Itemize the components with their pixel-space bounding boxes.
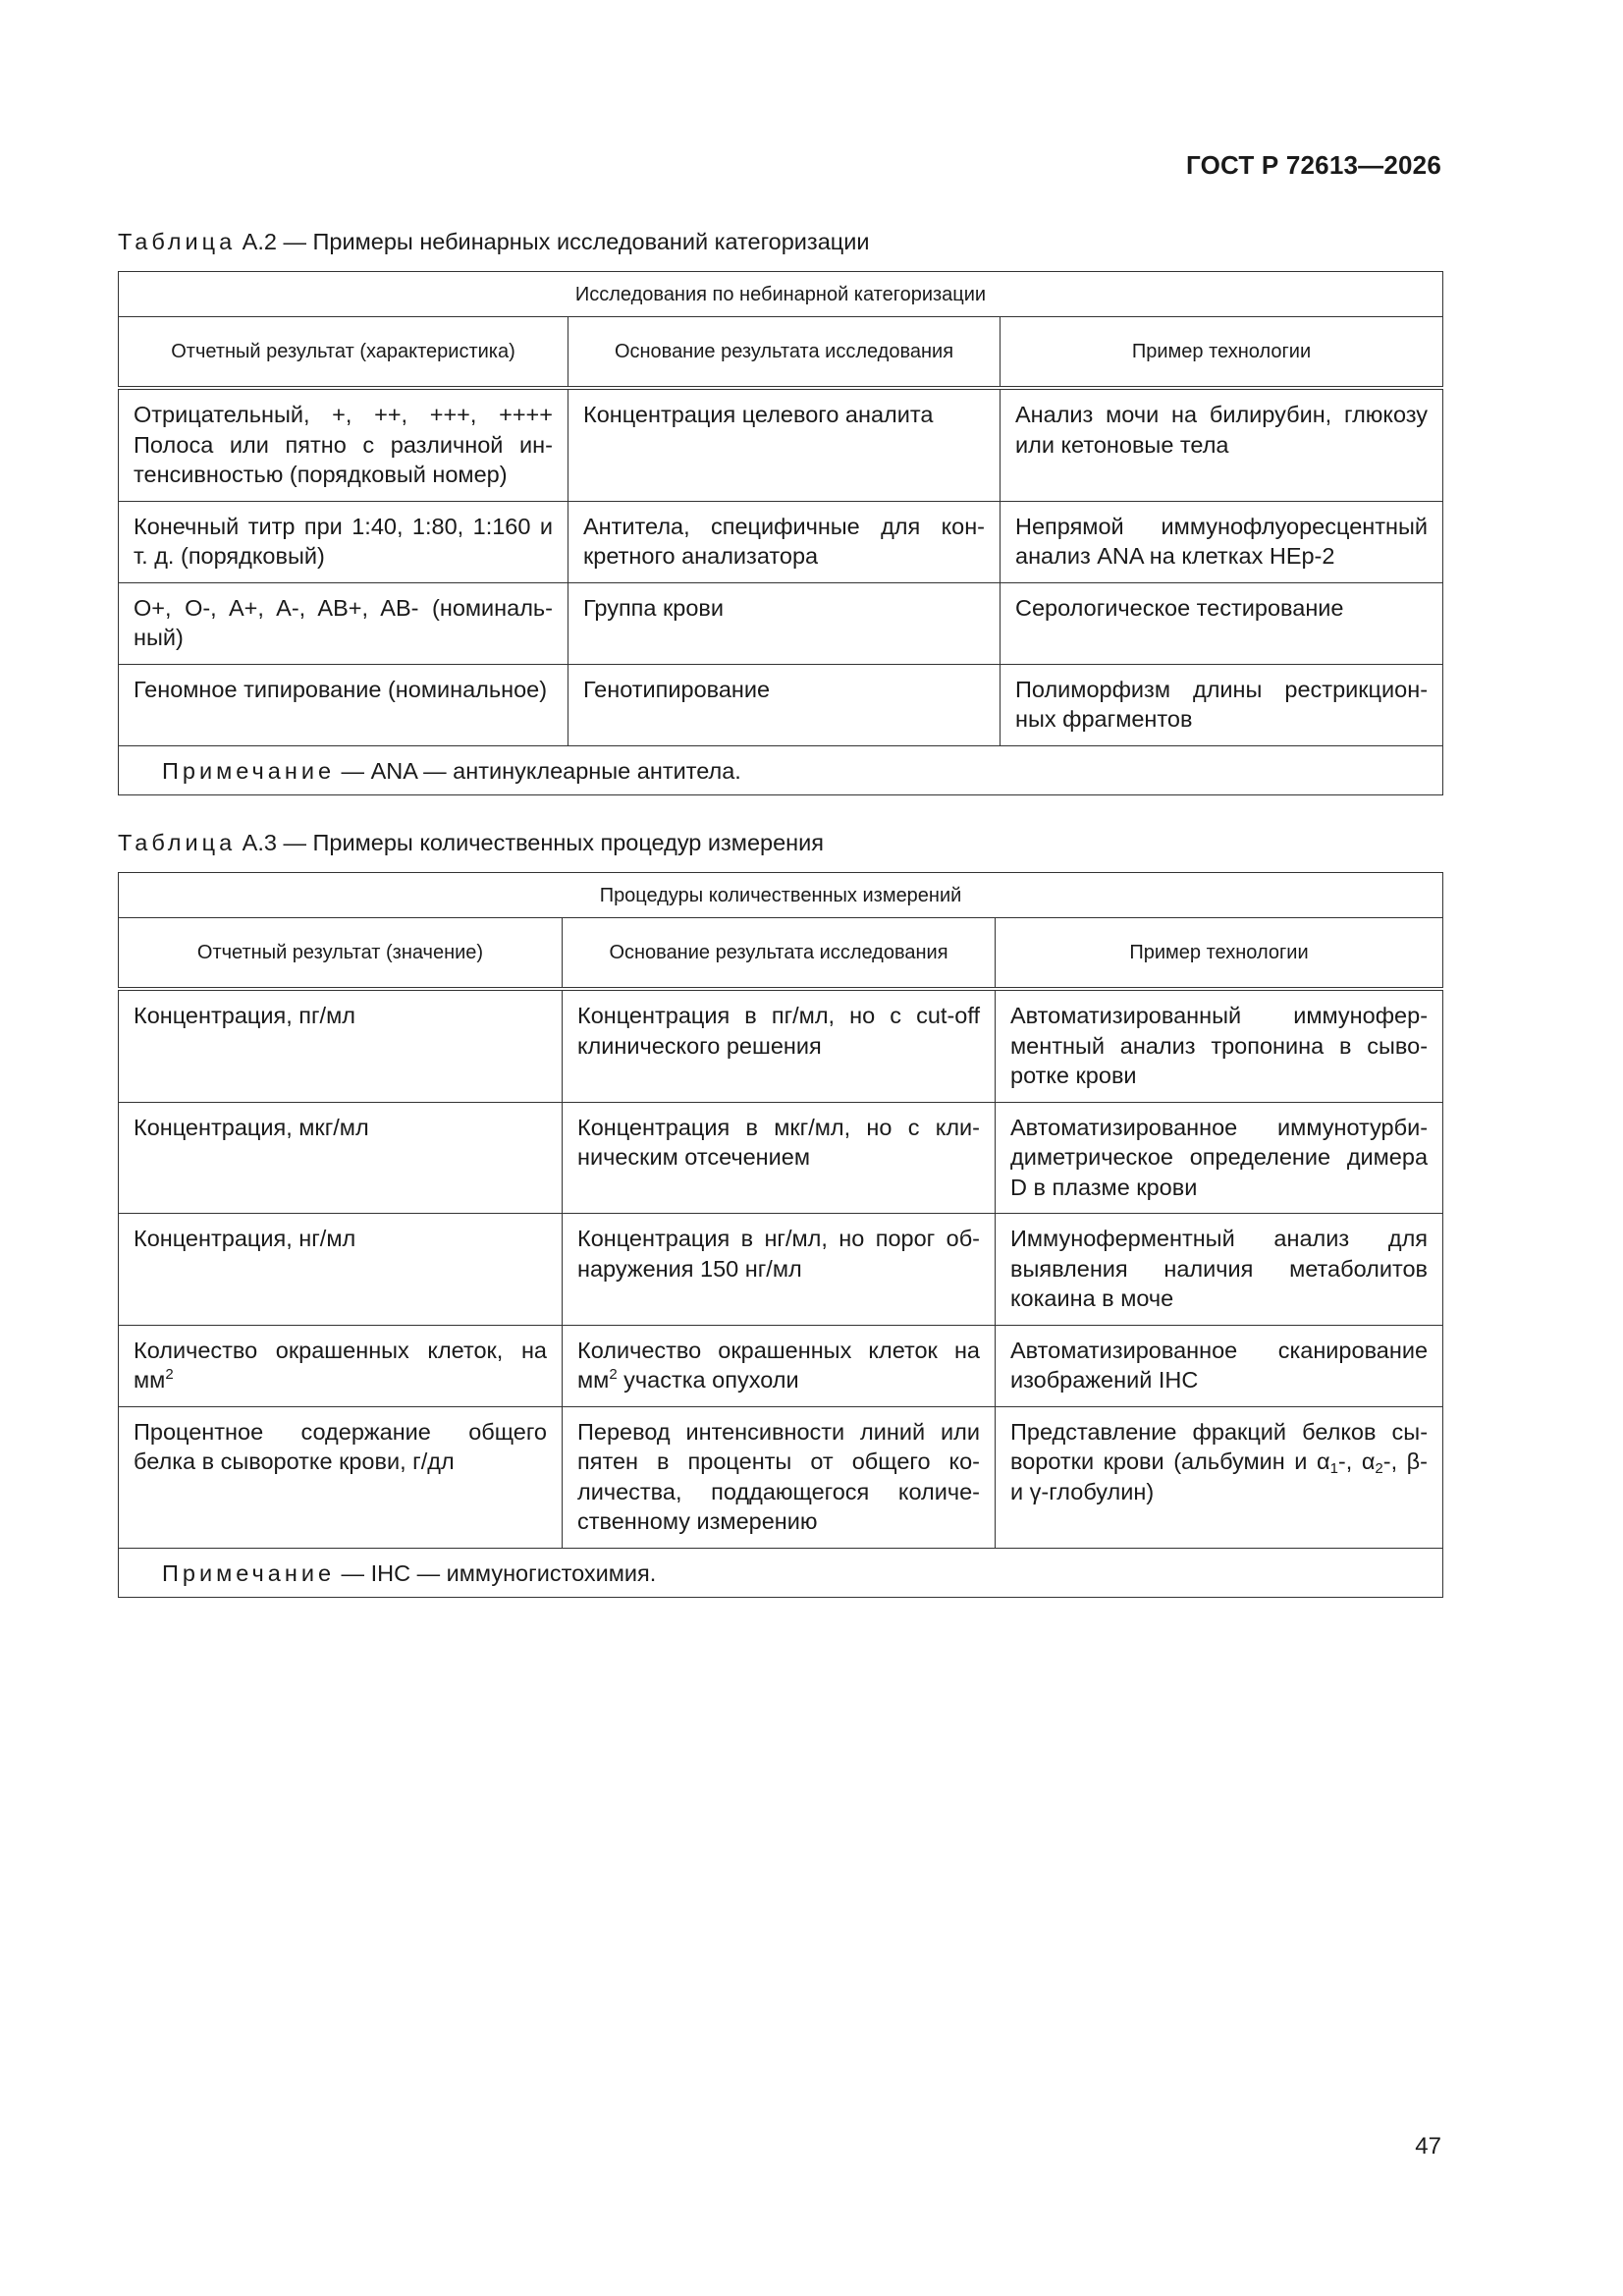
cell-text: -, α [1337,1449,1376,1474]
cell-text: Количество окрашенных клеток, на мм [134,1337,547,1393]
table-a2-column-header-2: Основание результата исследования [568,317,1001,389]
table-a2-note-row [119,745,1443,795]
table-cell [996,1406,1443,1548]
table-a3-column-header-row [119,918,1443,990]
table-cell: Отрицательный, +, ++, +++, ++++ Полоса или пятно с различной интенсивностью (порядковый номер) [119,388,568,501]
table-cell: Антитела, специфичные для конкретного анализатора [568,501,1001,582]
table-cell: Иммуноферментный анализ для выявления наличия метаболитов кокаина в моче [996,1214,1443,1326]
table-cell: Генотипирование [568,664,1001,745]
table-cell: Геномное типирование (номинальное) [119,664,568,745]
document-code: ГОСТ Р 72613—2026 [1186,150,1441,180]
table-a3 [118,872,1443,1598]
cell-text: Представление фракций белков сыворотки крови (альбумин и α [1010,1418,1429,1474]
table-a2-group-header: Исследования по небинарной категоризации [119,272,1443,317]
table-a3-caption [118,830,824,856]
table-row [119,582,1443,664]
table-row [119,1214,1443,1326]
table-row [119,989,1443,1102]
table-cell: Серологическое тестирование [1001,582,1443,664]
subscript: 1 [1329,1460,1338,1477]
table-a2-caption-prefix: Таблица [118,229,237,254]
table-row [119,388,1443,501]
table-a2-column-header-1: Отчетный результат (характеристика) [119,317,568,389]
table-cell: Концентрация в нг/мл, но порог обнаружения 150 нг/мл [563,1214,996,1326]
table-a2-note [119,745,1443,795]
table-row [119,1325,1443,1406]
table-a3-caption-text: А.3 — Примеры количественных процедур измерения [236,830,825,855]
note-label: Примечание [162,757,336,784]
table-row [119,501,1443,582]
table-cell: Группа крови [568,582,1001,664]
table-cell: Автоматизированный иммуноферментный анализ тропонина в сыворотке крови [996,989,1443,1102]
table-a3-group-header: Процедуры количественных измерений [119,873,1443,918]
table-row [119,664,1443,745]
table-cell: Концентрация в пг/мл, но с cut-off клинического решения [563,989,996,1102]
table-cell: Автоматизированное иммунотурбидиметрическое определение димера D в плазме крови [996,1102,1443,1214]
table-row [119,1102,1443,1214]
note-text: — ANA — антинуклеарные антитела. [335,757,741,784]
table-a3-column-header-1: Отчетный результат (значение) [119,918,563,990]
table-cell: O+, O-, A+, A-, AB+, AB- (номинальный) [119,582,568,664]
table-a3-note [119,1548,1443,1598]
cell-text: Количество окрашенных клеток на мм [577,1337,980,1393]
table-cell: Концентрация, мкг/мл [119,1102,563,1214]
table-a3-column-header-2: Основание результата исследования [563,918,996,990]
table-a3-note-row [119,1548,1443,1598]
table-cell: Анализ мочи на билирубин, глюкозу или кетоновые тела [1001,388,1443,501]
page-number: 47 [1415,2133,1441,2159]
table-a2-column-header-3: Пример технологии [1001,317,1443,389]
table-a2-column-header-row [119,317,1443,389]
table-cell: Конечный титр при 1:40, 1:80, 1:160 и т. д. (порядковый) [119,501,568,582]
table-cell: Процентное содержание общего белка в сыворотке крови, г/дл [119,1406,563,1548]
table-a3-group-header-row [119,873,1443,918]
note-text: — IHC — иммуногистохимия. [335,1559,657,1586]
subscript: 2 [1375,1460,1383,1477]
table-cell: Автоматизированное сканирование изображений IHC [996,1325,1443,1406]
table-cell: Концентрация, нг/мл [119,1214,563,1326]
table-cell: Концентрация целевого аналита [568,388,1001,501]
table-a3-caption-prefix: Таблица [118,830,237,855]
table-cell: Концентрация в мкг/мл, но с клиническим отсечением [563,1102,996,1214]
table-cell: Полиморфизм длины рестрикционных фрагментов [1001,664,1443,745]
superscript: 2 [165,1366,174,1383]
table-cell: Перевод интенсивности линий или пятен в проценты от общего количества, поддающегося количественному измерению [563,1406,996,1548]
table-a2-caption [118,229,869,255]
table-a2-caption-text: А.2 — Примеры небинарных исследований категоризации [236,229,870,254]
table-cell [119,1325,563,1406]
table-a3-column-header-3: Пример технологии [996,918,1443,990]
superscript: 2 [609,1366,618,1383]
table-cell: Концентрация, пг/мл [119,989,563,1102]
table-cell: Непрямой иммунофлуоресцентный анализ ANA на клетках HEp-2 [1001,501,1443,582]
table-cell [563,1325,996,1406]
table-row [119,1406,1443,1548]
note-label: Примечание [162,1559,336,1586]
cell-text: участка опухоли [617,1367,799,1393]
table-a2 [118,271,1443,795]
cell-text: -, β- и γ-глобулин) [1010,1449,1429,1504]
table-a2-group-header-row [119,272,1443,317]
